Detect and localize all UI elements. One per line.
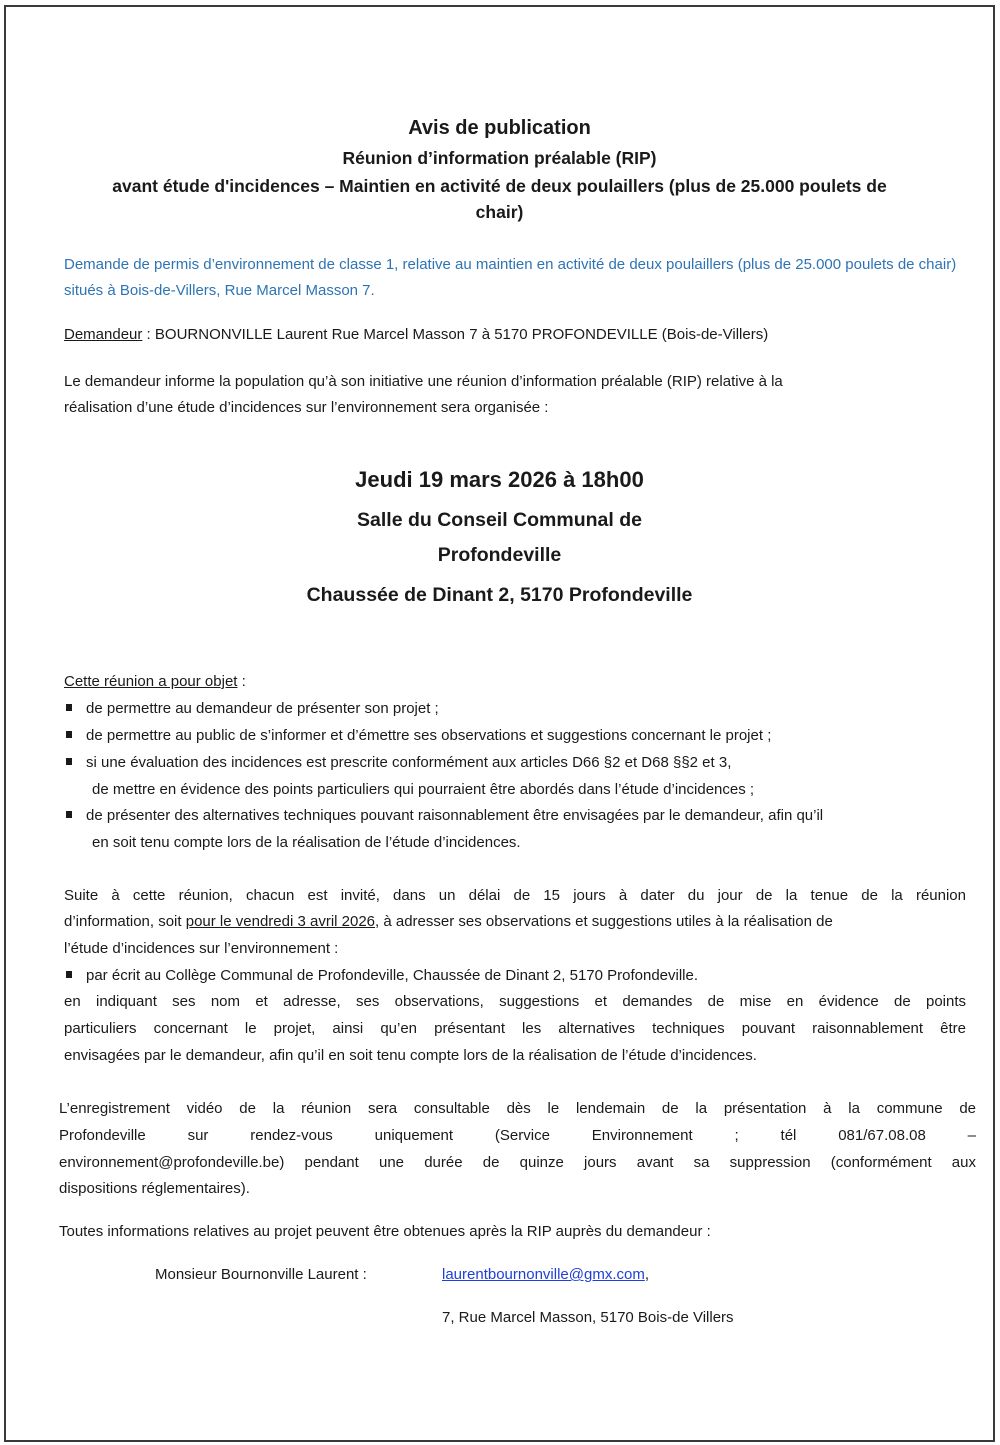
purpose-item (66, 696, 439, 722)
bullet-icon (66, 811, 72, 818)
subtitle-study: avant étude d'incidences – Maintien en activité de deux poulaillers (plus de 25.000 poulets de (112, 176, 887, 196)
followup-line-2 (64, 909, 833, 935)
document-page (4, 5, 995, 1442)
purpose-item-continuation: de mettre en évidence des points particuliers qui pourraient être abordés dans l’étude d’incidences ; (92, 781, 755, 798)
followup-bullet (66, 963, 698, 989)
followup-text: d’information, soit (64, 913, 186, 930)
bullet-icon (66, 971, 72, 978)
purpose-item (66, 750, 731, 776)
applicant-separator: : (142, 326, 155, 343)
page-title: Avis de publication (408, 117, 591, 139)
followup-line-5: en indiquant ses nom et adresse, ses observations, suggestions et demandes de mise en évidence de points (64, 993, 966, 1010)
announcement-line-1: Le demandeur informe la population qu’à son initiative une réunion d’information préalable (RIP) relative à la (64, 373, 783, 390)
contact-email-line (442, 1262, 649, 1288)
deadline-date: pour le vendredi 3 avril 2026 (185, 913, 376, 930)
purpose-heading (64, 669, 246, 695)
applicant-label: Demandeur (64, 326, 143, 343)
recording-line-2: Profondeville sur rendez-vous uniquement (Service Environnement ; tél 081/67.08.08 – (59, 1127, 976, 1144)
subtitle-study-cont: chair) (475, 202, 524, 222)
purpose-item (66, 723, 771, 749)
contact-email-link[interactable]: laurentbournonville@gmx.com (442, 1266, 645, 1283)
purpose-item-text: si une évaluation des incidences est prescrite conformément aux articles D66 §2 et D68 §§2 et 3, (86, 754, 732, 771)
recording-line-4: dispositions réglementaires). (59, 1180, 250, 1197)
purpose-heading-suffix: : (237, 673, 246, 690)
event-address: Chaussée de Dinant 2, 5170 Profondeville (306, 584, 693, 606)
followup-bullet-text: par écrit au Collège Communal de Profondeville, Chaussée de Dinant 2, 5170 Profondeville. (86, 967, 699, 984)
contact-address: 7, Rue Marcel Masson, 5170 Bois-de Villers (442, 1309, 734, 1326)
purpose-item (66, 803, 823, 829)
contact-intro: Toutes informations relatives au projet peuvent être obtenues après la RIP auprès du demandeur : (59, 1223, 711, 1240)
purpose-item-text: de permettre au public de s’informer et d’émettre ses observations et suggestions concernant le projet ; (86, 727, 772, 744)
purpose-item-continuation: en soit tenu compte lors de la réalisation de l’étude d’incidences. (92, 834, 521, 851)
followup-line-6: particuliers concernant le projet, ainsi qu’en présentant les alternatives techniques pouvant raisonnablement être (64, 1020, 966, 1037)
bullet-icon (66, 758, 72, 765)
followup-text: , à adresser ses observations et suggestions utiles à la réalisation de (375, 913, 833, 930)
recording-line-3: environnement@profondeville.be) pendant une durée de quinze jours avant sa suppression (conformément aux (59, 1154, 976, 1171)
recording-line-1: L’enregistrement vidéo de la réunion sera consultable dès le lendemain de la présentation à la commune de (59, 1100, 976, 1117)
event-venue-line-1: Salle du Conseil Communal de (357, 509, 642, 531)
purpose-heading-text: Cette réunion a pour objet (64, 673, 238, 690)
followup-line-1: Suite à cette réunion, chacun est invité, dans un délai de 15 jours à dater du jour de la tenue de la réunion (64, 887, 966, 904)
purpose-item-text: de permettre au demandeur de présenter son projet ; (86, 700, 439, 717)
followup-line-3: l’étude d’incidences sur l’environnement : (64, 940, 339, 957)
bullet-icon (66, 704, 72, 711)
permit-request-intro: Demande de permis d’environnement de classe 1, relative au maintien en activité de deux poulaillers (plus de 25.000 poulets de chair) situés à Bois-de-Villers, Rue Marcel Masson 7. (64, 256, 957, 299)
applicant-value: BOURNONVILLE Laurent Rue Marcel Masson 7 à 5170 PROFONDEVILLE (Bois-de-Villers) (154, 326, 769, 343)
event-date: Jeudi 19 mars 2026 à 18h00 (355, 467, 644, 492)
contact-name: Monsieur Bournonville Laurent : (155, 1266, 367, 1283)
announcement-line-2: réalisation d’une étude d’incidences sur l’environnement sera organisée : (64, 399, 549, 416)
applicant-line (64, 322, 768, 348)
subtitle-rip: Réunion d’information préalable (RIP) (342, 148, 657, 168)
followup-line-7: envisagées par le demandeur, afin qu’il en soit tenu compte lors de la réalisation de l’étude d’incidences. (64, 1047, 757, 1064)
event-venue-line-2: Profondeville (437, 544, 562, 566)
contact-email-suffix: , (644, 1266, 649, 1283)
bullet-icon (66, 731, 72, 738)
purpose-item-text: de présenter des alternatives techniques pouvant raisonnablement être envisagées par le demandeur, afin qu’il (86, 807, 824, 824)
